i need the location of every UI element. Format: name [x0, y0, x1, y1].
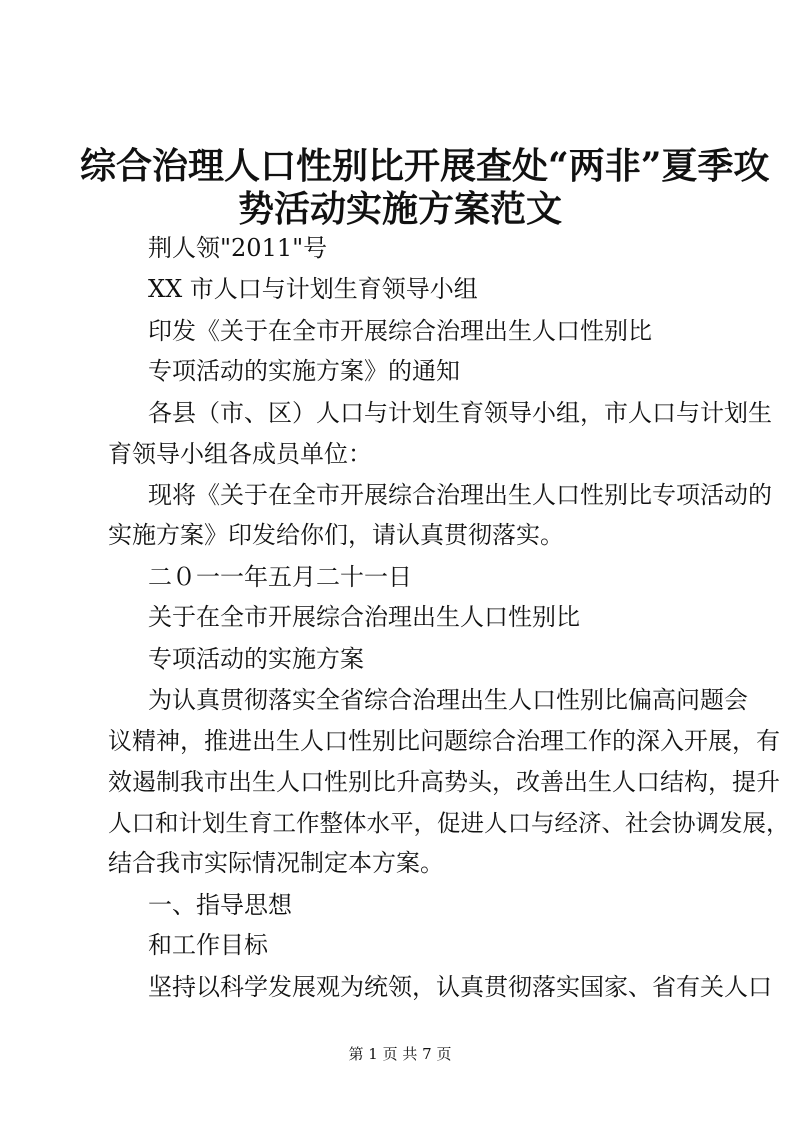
body-paragraph-line: 结合我市实际情况制定本方案。	[108, 849, 444, 877]
body-paragraph-line: 为认真贯彻落实全省综合治理出生人口性别比偏高问题会	[148, 686, 748, 714]
notice-title-line-2: 专项活动的实施方案》的通知	[148, 357, 460, 385]
issuer-line: XX 市人口与计划生育领导小组	[148, 275, 478, 303]
section-heading-line-2: 和工作目标	[148, 931, 268, 959]
recipients-line-1: 各县（市、区）人口与计划生育领导小组，市人口与计划生	[148, 399, 772, 427]
page-number-footer: 第 1 页 共 7 页	[348, 1045, 452, 1063]
document-title-line-2: 势活动实施方案范文	[237, 188, 562, 230]
date-line: 二０一一年五月二十一日	[148, 563, 412, 591]
body-paragraph-line: 坚持以科学发展观为统领，认真贯彻落实国家、省有关人口	[148, 973, 772, 1001]
section-heading-line-1: 一、指导思想	[148, 891, 292, 919]
body-paragraph-line: 现将《关于在全市开展综合治理出生人口性别比专项活动的	[148, 481, 772, 509]
doc-number: 荆人领"2011"号	[148, 234, 328, 262]
body-paragraph-line: 实施方案》印发给你们，请认真贯彻落实。	[108, 521, 564, 549]
plan-title-line-1: 关于在全市开展综合治理出生人口性别比	[148, 603, 580, 631]
body-paragraph-line: 人口和计划生育工作整体水平，促进人口与经济、社会协调发展，	[108, 809, 790, 837]
recipients-line-2: 育领导小组各成员单位：	[108, 440, 372, 468]
body-paragraph-line: 效遏制我市出生人口性别比升高势头，改善出生人口结构，提升	[108, 768, 780, 796]
body-paragraph-line: 议精神，推进出生人口性别比问题综合治理工作的深入开展，有	[108, 727, 780, 755]
document-title-line-1: 综合治理人口性别比开展查处“两非”夏季攻	[80, 145, 770, 187]
plan-title-line-2: 专项活动的实施方案	[148, 645, 364, 673]
notice-title-line-1: 印发《关于在全市开展综合治理出生人口性别比	[148, 317, 652, 345]
